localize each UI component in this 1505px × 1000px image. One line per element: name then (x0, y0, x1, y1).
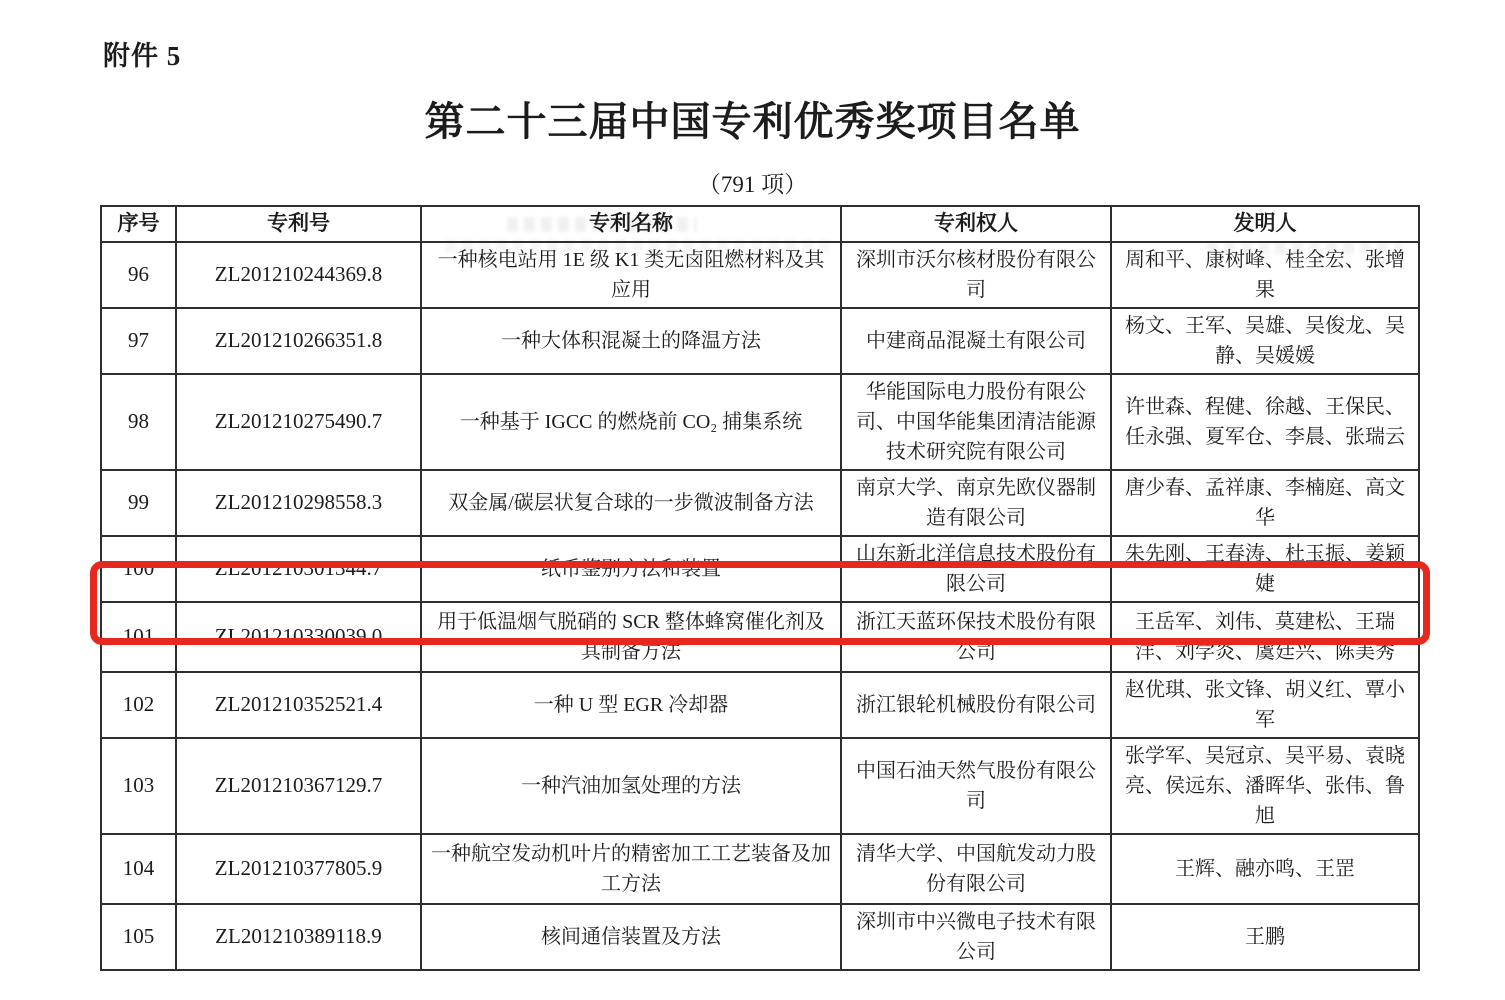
table-row (101, 374, 1419, 470)
cell-index: 98 (101, 374, 176, 470)
table-header-row (101, 206, 1419, 242)
cell-patent-name: 核间通信装置及方法 (421, 904, 841, 970)
table-row (101, 738, 1419, 834)
cell-patentee: 清华大学、中国航发动力股份有限公司 (841, 834, 1111, 904)
table-body (101, 242, 1419, 970)
cell-index: 97 (101, 308, 176, 374)
cell-patent-number: ZL201210266351.8 (176, 308, 421, 374)
cell-patentee: 山东新北洋信息技术股份有限公司 (841, 536, 1111, 602)
cell-inventors: 王鹏 (1111, 904, 1419, 970)
cell-index: 102 (101, 672, 176, 738)
cell-inventors: 王岳军、刘伟、莫建松、王瑞洋、刘学炎、虞廷兴、陈美秀 (1111, 602, 1419, 672)
cell-inventors: 王辉、融亦鸣、王罡 (1111, 834, 1419, 904)
cell-patent-number: ZL201210352521.4 (176, 672, 421, 738)
cell-patent-number: ZL201210244369.8 (176, 242, 421, 308)
cell-inventors: 张学军、吴冠京、吴平易、袁晓亮、侯远东、潘晖华、张伟、鲁旭 (1111, 738, 1419, 834)
table-row (101, 536, 1419, 602)
attachment-label: 附件 5 (103, 41, 182, 71)
item-count-note: （791 项） (697, 172, 808, 197)
column-header-patent-name: 专利名称 (421, 206, 841, 242)
cell-index: 96 (101, 242, 176, 308)
cell-index: 105 (101, 904, 176, 970)
column-header-index: 序号 (101, 206, 176, 242)
column-header-patentee: 专利权人 (841, 206, 1111, 242)
cell-patent-number: ZL201210330039.0 (176, 602, 421, 672)
cell-patent-name: 一种核电站用 1E 级 K1 类无卤阻燃材料及其应用 (421, 242, 841, 308)
cell-inventors: 赵优琪、张文锋、胡义红、覃小军 (1111, 672, 1419, 738)
cell-patentee: 中国石油天然气股份有限公司 (841, 738, 1111, 834)
cell-patent-number: ZL201210389118.9 (176, 904, 421, 970)
cell-patentee: 深圳市沃尔核材股份有限公司 (841, 242, 1111, 308)
table-row (101, 672, 1419, 738)
cell-patentee: 南京大学、南京先欧仪器制造有限公司 (841, 470, 1111, 536)
cell-inventors: 许世森、程健、徐越、王保民、任永强、夏军仓、李晨、张瑞云 (1111, 374, 1419, 470)
cell-patent-number: ZL201210367129.7 (176, 738, 421, 834)
cell-index: 103 (101, 738, 176, 834)
cell-patent-number: ZL201210298558.3 (176, 470, 421, 536)
cell-inventors: 杨文、王军、吴雄、吴俊龙、吴静、吴媛媛 (1111, 308, 1419, 374)
column-header-inventors: 发明人 (1111, 206, 1419, 242)
cell-index: 99 (101, 470, 176, 536)
page-title: 第二十三届中国专利优秀奖项目名单 (424, 99, 1081, 144)
table-row-highlighted (101, 602, 1419, 672)
cell-patent-name: 纸币鉴别方法和装置 (421, 536, 841, 602)
cell-patent-number: ZL201210301344.7 (176, 536, 421, 602)
cell-patentee: 浙江银轮机械股份有限公司 (841, 672, 1111, 738)
table-row (101, 242, 1419, 308)
cell-index: 104 (101, 834, 176, 904)
cell-patent-number: ZL201210377805.9 (176, 834, 421, 904)
cell-inventors: 周和平、康树峰、桂全宏、张增果 (1111, 242, 1419, 308)
cell-patent-name: 一种航空发动机叶片的精密加工工艺装备及加工方法 (421, 834, 841, 904)
cell-patent-name: 一种基于 IGCC 的燃烧前 CO₂ 捕集系统 (421, 374, 841, 470)
cell-patent-name: 一种 U 型 EGR 冷却器 (421, 672, 841, 738)
cell-inventors: 朱先刚、王春涛、杜玉振、姜颖婕 (1111, 536, 1419, 602)
cell-inventors: 唐少春、孟祥康、李楠庭、高文华 (1111, 470, 1419, 536)
table-row (101, 308, 1419, 374)
cell-patent-name: 用于低温烟气脱硝的 SCR 整体蜂窝催化剂及其制备方法 (421, 602, 841, 672)
cell-patent-name: 一种汽油加氢处理的方法 (421, 738, 841, 834)
patent-award-table (100, 205, 1420, 971)
column-header-patent-number: 专利号 (176, 206, 421, 242)
cell-patentee: 浙江天蓝环保技术股份有限公司 (841, 602, 1111, 672)
cell-patent-number: ZL201210275490.7 (176, 374, 421, 470)
cell-patent-name: 一种大体积混凝土的降温方法 (421, 308, 841, 374)
cell-index: 101 (101, 602, 176, 672)
cell-patent-name: 双金属/碳层状复合球的一步微波制备方法 (421, 470, 841, 536)
table-row (101, 470, 1419, 536)
cell-patentee: 华能国际电力股份有限公司、中国华能集团清洁能源技术研究院有限公司 (841, 374, 1111, 470)
table-row (101, 834, 1419, 904)
cell-patentee: 深圳市中兴微电子技术有限公司 (841, 904, 1111, 970)
table-row (101, 904, 1419, 970)
cell-patentee: 中建商品混凝土有限公司 (841, 308, 1111, 374)
cell-index: 100 (101, 536, 176, 602)
